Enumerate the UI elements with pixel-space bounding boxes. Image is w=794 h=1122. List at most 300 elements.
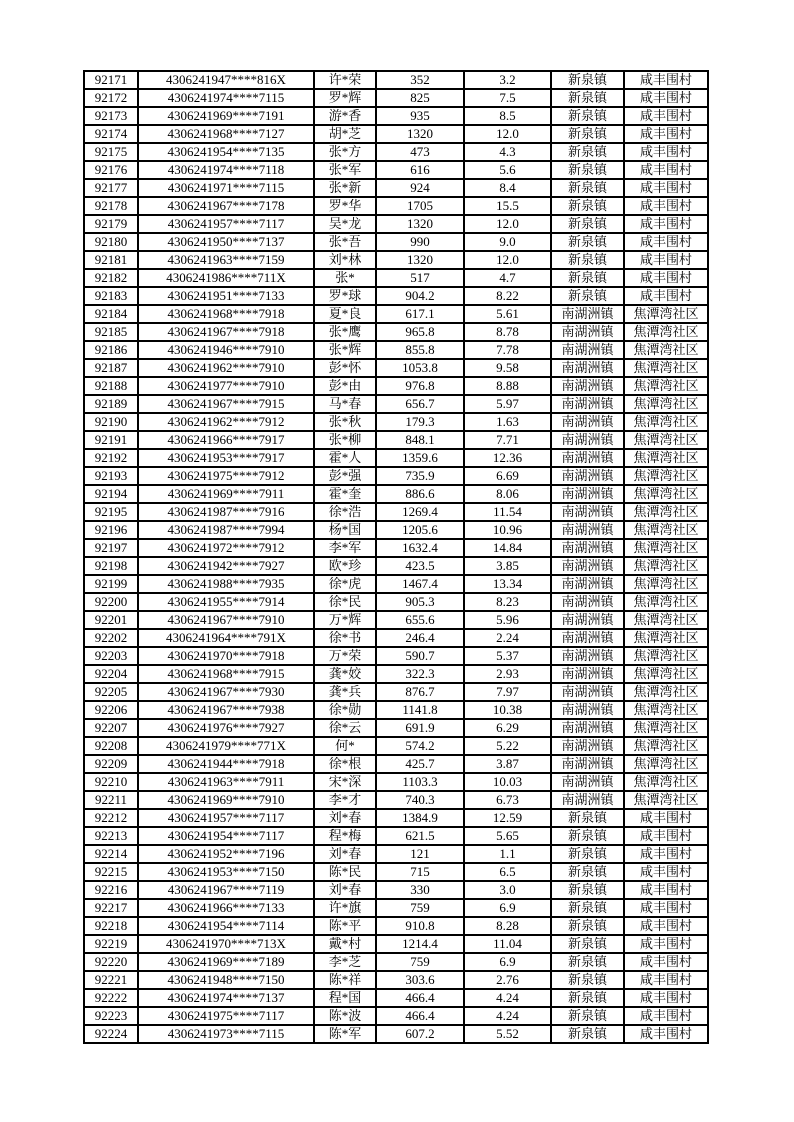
cell-sequence-number: 92220: [84, 953, 138, 971]
cell-secondary-amount: 10.03: [464, 773, 551, 791]
cell-masked-id: 4306241969****7910: [138, 791, 314, 809]
cell-masked-name: 陈*民: [314, 863, 376, 881]
table-row: [84, 431, 708, 449]
cell-secondary-amount: 10.96: [464, 521, 551, 539]
cell-masked-id: 4306241975****7117: [138, 1007, 314, 1025]
cell-sequence-number: 92203: [84, 647, 138, 665]
cell-sequence-number: 92184: [84, 305, 138, 323]
cell-masked-name: 万*荣: [314, 647, 376, 665]
cell-masked-name: 戴*村: [314, 935, 376, 953]
cell-masked-name: 何*: [314, 737, 376, 755]
cell-secondary-amount: 12.59: [464, 809, 551, 827]
cell-masked-id: 4306241952****7196: [138, 845, 314, 863]
cell-amount: 352: [376, 71, 464, 89]
cell-town: 新泉镇: [551, 809, 624, 827]
cell-sequence-number: 92191: [84, 431, 138, 449]
cell-amount: 990: [376, 233, 464, 251]
cell-village: 咸丰围村: [624, 215, 708, 233]
cell-secondary-amount: 7.71: [464, 431, 551, 449]
cell-town: 南湖洲镇: [551, 467, 624, 485]
cell-masked-name: 李*才: [314, 791, 376, 809]
cell-sequence-number: 92219: [84, 935, 138, 953]
cell-masked-name: 张*: [314, 269, 376, 287]
cell-town: 新泉镇: [551, 197, 624, 215]
cell-masked-name: 徐*云: [314, 719, 376, 737]
cell-masked-name: 李*芝: [314, 953, 376, 971]
cell-sequence-number: 92171: [84, 71, 138, 89]
cell-village: 焦潭湾社区: [624, 449, 708, 467]
cell-amount: 965.8: [376, 323, 464, 341]
table-row: [84, 935, 708, 953]
table-row: [84, 593, 708, 611]
cell-amount: 466.4: [376, 989, 464, 1007]
cell-sequence-number: 92216: [84, 881, 138, 899]
table-row: [84, 71, 708, 89]
cell-amount: 740.3: [376, 791, 464, 809]
cell-sequence-number: 92185: [84, 323, 138, 341]
cell-town: 南湖洲镇: [551, 737, 624, 755]
cell-amount: 855.8: [376, 341, 464, 359]
cell-sequence-number: 92211: [84, 791, 138, 809]
cell-masked-name: 刘*春: [314, 845, 376, 863]
cell-masked-id: 4306241967****7910: [138, 611, 314, 629]
cell-amount: 848.1: [376, 431, 464, 449]
cell-sequence-number: 92210: [84, 773, 138, 791]
cell-village: 焦潭湾社区: [624, 521, 708, 539]
cell-amount: 1320: [376, 215, 464, 233]
cell-secondary-amount: 3.85: [464, 557, 551, 575]
cell-village: 焦潭湾社区: [624, 701, 708, 719]
cell-masked-id: 4306241955****7914: [138, 593, 314, 611]
cell-sequence-number: 92207: [84, 719, 138, 737]
cell-town: 南湖洲镇: [551, 539, 624, 557]
cell-village: 焦潭湾社区: [624, 377, 708, 395]
cell-masked-name: 程*国: [314, 989, 376, 1007]
cell-town: 新泉镇: [551, 1025, 624, 1043]
cell-secondary-amount: 5.52: [464, 1025, 551, 1043]
table-row: [84, 233, 708, 251]
cell-masked-name: 徐*浩: [314, 503, 376, 521]
cell-amount: 517: [376, 269, 464, 287]
cell-secondary-amount: 12.36: [464, 449, 551, 467]
cell-amount: 1359.6: [376, 449, 464, 467]
cell-village: 咸丰围村: [624, 845, 708, 863]
cell-masked-id: 4306241968****7127: [138, 125, 314, 143]
cell-masked-id: 4306241967****7938: [138, 701, 314, 719]
cell-town: 南湖洲镇: [551, 629, 624, 647]
cell-secondary-amount: 4.24: [464, 1007, 551, 1025]
cell-sequence-number: 92196: [84, 521, 138, 539]
table-row: [84, 971, 708, 989]
cell-amount: 904.2: [376, 287, 464, 305]
cell-secondary-amount: 8.78: [464, 323, 551, 341]
cell-masked-id: 4306241974****7118: [138, 161, 314, 179]
cell-town: 新泉镇: [551, 233, 624, 251]
cell-town: 新泉镇: [551, 107, 624, 125]
cell-masked-id: 4306241976****7927: [138, 719, 314, 737]
cell-masked-name: 许*荣: [314, 71, 376, 89]
cell-village: 咸丰围村: [624, 935, 708, 953]
cell-masked-id: 4306241951****7133: [138, 287, 314, 305]
cell-village: 咸丰围村: [624, 989, 708, 1007]
table-row: [84, 287, 708, 305]
cell-village: 焦潭湾社区: [624, 485, 708, 503]
cell-secondary-amount: 9.0: [464, 233, 551, 251]
cell-secondary-amount: 11.04: [464, 935, 551, 953]
cell-amount: 303.6: [376, 971, 464, 989]
cell-village: 焦潭湾社区: [624, 629, 708, 647]
cell-secondary-amount: 8.5: [464, 107, 551, 125]
cell-masked-id: 4306241969****7189: [138, 953, 314, 971]
cell-masked-id: 4306241970****713X: [138, 935, 314, 953]
cell-masked-id: 4306241986****711X: [138, 269, 314, 287]
cell-secondary-amount: 9.58: [464, 359, 551, 377]
cell-secondary-amount: 7.78: [464, 341, 551, 359]
cell-village: 焦潭湾社区: [624, 467, 708, 485]
cell-masked-id: 4306241946****7910: [138, 341, 314, 359]
cell-sequence-number: 92190: [84, 413, 138, 431]
cell-village: 焦潭湾社区: [624, 413, 708, 431]
cell-sequence-number: 92187: [84, 359, 138, 377]
cell-village: 焦潭湾社区: [624, 539, 708, 557]
cell-amount: 574.2: [376, 737, 464, 755]
table-row: [84, 1007, 708, 1025]
table-row: [84, 161, 708, 179]
cell-secondary-amount: 6.9: [464, 953, 551, 971]
cell-village: 焦潭湾社区: [624, 665, 708, 683]
cell-amount: 735.9: [376, 467, 464, 485]
table-row: [84, 107, 708, 125]
cell-town: 南湖洲镇: [551, 665, 624, 683]
cell-village: 焦潭湾社区: [624, 431, 708, 449]
cell-masked-name: 罗*辉: [314, 89, 376, 107]
cell-secondary-amount: 6.73: [464, 791, 551, 809]
cell-town: 南湖洲镇: [551, 791, 624, 809]
table-row: [84, 863, 708, 881]
cell-sequence-number: 92194: [84, 485, 138, 503]
cell-town: 新泉镇: [551, 125, 624, 143]
cell-town: 新泉镇: [551, 179, 624, 197]
table-row: [84, 719, 708, 737]
cell-sequence-number: 92193: [84, 467, 138, 485]
cell-masked-name: 陈*祥: [314, 971, 376, 989]
cell-secondary-amount: 1.63: [464, 413, 551, 431]
cell-village: 焦潭湾社区: [624, 503, 708, 521]
table-row: [84, 611, 708, 629]
cell-masked-name: 张*军: [314, 161, 376, 179]
cell-masked-name: 陈*平: [314, 917, 376, 935]
cell-masked-id: 4306241969****7911: [138, 485, 314, 503]
cell-sequence-number: 92182: [84, 269, 138, 287]
cell-masked-id: 4306241962****7910: [138, 359, 314, 377]
table-row: [84, 125, 708, 143]
cell-amount: 1320: [376, 125, 464, 143]
cell-amount: 1141.8: [376, 701, 464, 719]
cell-village: 咸丰围村: [624, 269, 708, 287]
cell-amount: 466.4: [376, 1007, 464, 1025]
cell-town: 南湖洲镇: [551, 341, 624, 359]
cell-sequence-number: 92218: [84, 917, 138, 935]
cell-masked-id: 4306241963****7159: [138, 251, 314, 269]
cell-masked-id: 4306241950****7137: [138, 233, 314, 251]
cell-sequence-number: 92183: [84, 287, 138, 305]
cell-masked-id: 4306241954****7135: [138, 143, 314, 161]
cell-secondary-amount: 14.84: [464, 539, 551, 557]
cell-masked-id: 4306241948****7150: [138, 971, 314, 989]
cell-masked-name: 霍*奎: [314, 485, 376, 503]
cell-sequence-number: 92180: [84, 233, 138, 251]
cell-secondary-amount: 6.29: [464, 719, 551, 737]
cell-village: 焦潭湾社区: [624, 611, 708, 629]
cell-masked-name: 彭*怀: [314, 359, 376, 377]
cell-masked-name: 张*辉: [314, 341, 376, 359]
cell-masked-id: 4306241975****7912: [138, 467, 314, 485]
cell-masked-id: 4306241942****7927: [138, 557, 314, 575]
cell-village: 咸丰围村: [624, 881, 708, 899]
cell-amount: 330: [376, 881, 464, 899]
table-row: [84, 395, 708, 413]
table-row: [84, 269, 708, 287]
cell-town: 新泉镇: [551, 953, 624, 971]
cell-masked-name: 吴*龙: [314, 215, 376, 233]
cell-amount: 473: [376, 143, 464, 161]
cell-secondary-amount: 6.5: [464, 863, 551, 881]
cell-amount: 1269.4: [376, 503, 464, 521]
cell-village: 焦潭湾社区: [624, 755, 708, 773]
cell-amount: 1632.4: [376, 539, 464, 557]
cell-town: 新泉镇: [551, 845, 624, 863]
cell-amount: 322.3: [376, 665, 464, 683]
table-row: [84, 215, 708, 233]
cell-masked-id: 4306241968****7915: [138, 665, 314, 683]
cell-secondary-amount: 12.0: [464, 251, 551, 269]
cell-masked-id: 4306241987****7916: [138, 503, 314, 521]
cell-secondary-amount: 8.23: [464, 593, 551, 611]
cell-town: 南湖洲镇: [551, 449, 624, 467]
table-row: [84, 341, 708, 359]
cell-masked-id: 4306241962****7912: [138, 413, 314, 431]
table-row: [84, 575, 708, 593]
cell-town: 新泉镇: [551, 989, 624, 1007]
cell-amount: 425.7: [376, 755, 464, 773]
cell-amount: 924: [376, 179, 464, 197]
cell-sequence-number: 92172: [84, 89, 138, 107]
cell-masked-id: 4306241974****7115: [138, 89, 314, 107]
cell-secondary-amount: 8.28: [464, 917, 551, 935]
cell-secondary-amount: 3.2: [464, 71, 551, 89]
table-row: [84, 1025, 708, 1043]
table-row: [84, 953, 708, 971]
table-row: [84, 89, 708, 107]
table-row: [84, 305, 708, 323]
cell-masked-name: 霍*人: [314, 449, 376, 467]
cell-village: 咸丰围村: [624, 827, 708, 845]
cell-village: 咸丰围村: [624, 233, 708, 251]
cell-masked-name: 张*秋: [314, 413, 376, 431]
cell-village: 咸丰围村: [624, 197, 708, 215]
cell-masked-id: 4306241968****7918: [138, 305, 314, 323]
cell-village: 焦潭湾社区: [624, 557, 708, 575]
table-row: [84, 899, 708, 917]
cell-town: 南湖洲镇: [551, 485, 624, 503]
cell-village: 焦潭湾社区: [624, 593, 708, 611]
cell-sequence-number: 92205: [84, 683, 138, 701]
cell-masked-id: 4306241953****7917: [138, 449, 314, 467]
cell-masked-name: 夏*良: [314, 305, 376, 323]
cell-amount: 590.7: [376, 647, 464, 665]
cell-masked-name: 李*军: [314, 539, 376, 557]
cell-masked-id: 4306241972****7912: [138, 539, 314, 557]
cell-town: 南湖洲镇: [551, 395, 624, 413]
cell-masked-name: 张*吾: [314, 233, 376, 251]
cell-town: 新泉镇: [551, 935, 624, 953]
cell-village: 焦潭湾社区: [624, 647, 708, 665]
cell-village: 焦潭湾社区: [624, 737, 708, 755]
cell-masked-id: 4306241964****791X: [138, 629, 314, 647]
table-row: [84, 647, 708, 665]
cell-town: 南湖洲镇: [551, 701, 624, 719]
cell-secondary-amount: 12.0: [464, 215, 551, 233]
cell-amount: 910.8: [376, 917, 464, 935]
cell-masked-name: 徐*虎: [314, 575, 376, 593]
cell-village: 咸丰围村: [624, 71, 708, 89]
table-row: [84, 629, 708, 647]
cell-village: 焦潭湾社区: [624, 683, 708, 701]
cell-amount: 621.5: [376, 827, 464, 845]
cell-amount: 655.6: [376, 611, 464, 629]
cell-village: 咸丰围村: [624, 899, 708, 917]
cell-town: 新泉镇: [551, 269, 624, 287]
cell-town: 南湖洲镇: [551, 593, 624, 611]
cell-masked-name: 徐*书: [314, 629, 376, 647]
cell-amount: 1320: [376, 251, 464, 269]
cell-village: 咸丰围村: [624, 89, 708, 107]
cell-sequence-number: 92179: [84, 215, 138, 233]
cell-amount: 935: [376, 107, 464, 125]
cell-village: 咸丰围村: [624, 1025, 708, 1043]
cell-masked-id: 4306241971****7115: [138, 179, 314, 197]
cell-masked-name: 罗*球: [314, 287, 376, 305]
cell-sequence-number: 92189: [84, 395, 138, 413]
cell-sequence-number: 92177: [84, 179, 138, 197]
cell-town: 南湖洲镇: [551, 377, 624, 395]
cell-amount: 691.9: [376, 719, 464, 737]
cell-sequence-number: 92201: [84, 611, 138, 629]
cell-masked-name: 马*春: [314, 395, 376, 413]
cell-town: 新泉镇: [551, 287, 624, 305]
table-row: [84, 809, 708, 827]
table-row: [84, 989, 708, 1007]
cell-amount: 1214.4: [376, 935, 464, 953]
table-row: [84, 377, 708, 395]
cell-town: 南湖洲镇: [551, 431, 624, 449]
cell-sequence-number: 92200: [84, 593, 138, 611]
cell-sequence-number: 92222: [84, 989, 138, 1007]
cell-amount: 1205.6: [376, 521, 464, 539]
cell-masked-name: 张*新: [314, 179, 376, 197]
table-row: [84, 755, 708, 773]
cell-masked-name: 龚*兵: [314, 683, 376, 701]
cell-town: 南湖洲镇: [551, 413, 624, 431]
cell-secondary-amount: 7.97: [464, 683, 551, 701]
cell-amount: 715: [376, 863, 464, 881]
cell-village: 咸丰围村: [624, 179, 708, 197]
table-row: [84, 827, 708, 845]
cell-town: 新泉镇: [551, 971, 624, 989]
cell-masked-id: 4306241947****816X: [138, 71, 314, 89]
cell-village: 咸丰围村: [624, 287, 708, 305]
cell-masked-name: 万*辉: [314, 611, 376, 629]
cell-secondary-amount: 10.38: [464, 701, 551, 719]
cell-amount: 1705: [376, 197, 464, 215]
cell-masked-name: 刘*春: [314, 881, 376, 899]
cell-secondary-amount: 5.61: [464, 305, 551, 323]
table-row: [84, 485, 708, 503]
cell-masked-id: 4306241944****7918: [138, 755, 314, 773]
cell-town: 新泉镇: [551, 161, 624, 179]
cell-secondary-amount: 8.22: [464, 287, 551, 305]
cell-masked-id: 4306241969****7191: [138, 107, 314, 125]
cell-town: 南湖洲镇: [551, 521, 624, 539]
cell-sequence-number: 92174: [84, 125, 138, 143]
table-row: [84, 701, 708, 719]
table-row: [84, 413, 708, 431]
cell-amount: 905.3: [376, 593, 464, 611]
cell-masked-name: 罗*华: [314, 197, 376, 215]
cell-masked-name: 陈*波: [314, 1007, 376, 1025]
table-body: [84, 71, 708, 1043]
cell-town: 南湖洲镇: [551, 755, 624, 773]
cell-secondary-amount: 8.88: [464, 377, 551, 395]
cell-masked-name: 徐*民: [314, 593, 376, 611]
cell-village: 焦潭湾社区: [624, 791, 708, 809]
cell-amount: 1053.8: [376, 359, 464, 377]
cell-masked-id: 4306241953****7150: [138, 863, 314, 881]
cell-masked-id: 4306241973****7115: [138, 1025, 314, 1043]
cell-secondary-amount: 15.5: [464, 197, 551, 215]
cell-amount: 1467.4: [376, 575, 464, 593]
cell-sequence-number: 92188: [84, 377, 138, 395]
table-row: [84, 683, 708, 701]
cell-secondary-amount: 5.65: [464, 827, 551, 845]
cell-masked-id: 4306241967****7918: [138, 323, 314, 341]
cell-sequence-number: 92199: [84, 575, 138, 593]
cell-amount: 423.5: [376, 557, 464, 575]
cell-town: 南湖洲镇: [551, 305, 624, 323]
cell-town: 南湖洲镇: [551, 503, 624, 521]
table-row: [84, 773, 708, 791]
cell-amount: 1103.3: [376, 773, 464, 791]
cell-masked-name: 杨*国: [314, 521, 376, 539]
cell-sequence-number: 92208: [84, 737, 138, 755]
cell-amount: 616: [376, 161, 464, 179]
cell-sequence-number: 92192: [84, 449, 138, 467]
cell-sequence-number: 92215: [84, 863, 138, 881]
cell-masked-name: 张*柳: [314, 431, 376, 449]
cell-village: 咸丰围村: [624, 953, 708, 971]
cell-masked-id: 4306241987****7994: [138, 521, 314, 539]
cell-masked-id: 4306241957****7117: [138, 809, 314, 827]
table-row: [84, 881, 708, 899]
cell-sequence-number: 92175: [84, 143, 138, 161]
cell-amount: 607.2: [376, 1025, 464, 1043]
cell-village: 咸丰围村: [624, 143, 708, 161]
cell-masked-id: 4306241957****7117: [138, 215, 314, 233]
cell-secondary-amount: 6.69: [464, 467, 551, 485]
cell-village: 咸丰围村: [624, 917, 708, 935]
table-row: [84, 197, 708, 215]
cell-masked-id: 4306241966****7917: [138, 431, 314, 449]
